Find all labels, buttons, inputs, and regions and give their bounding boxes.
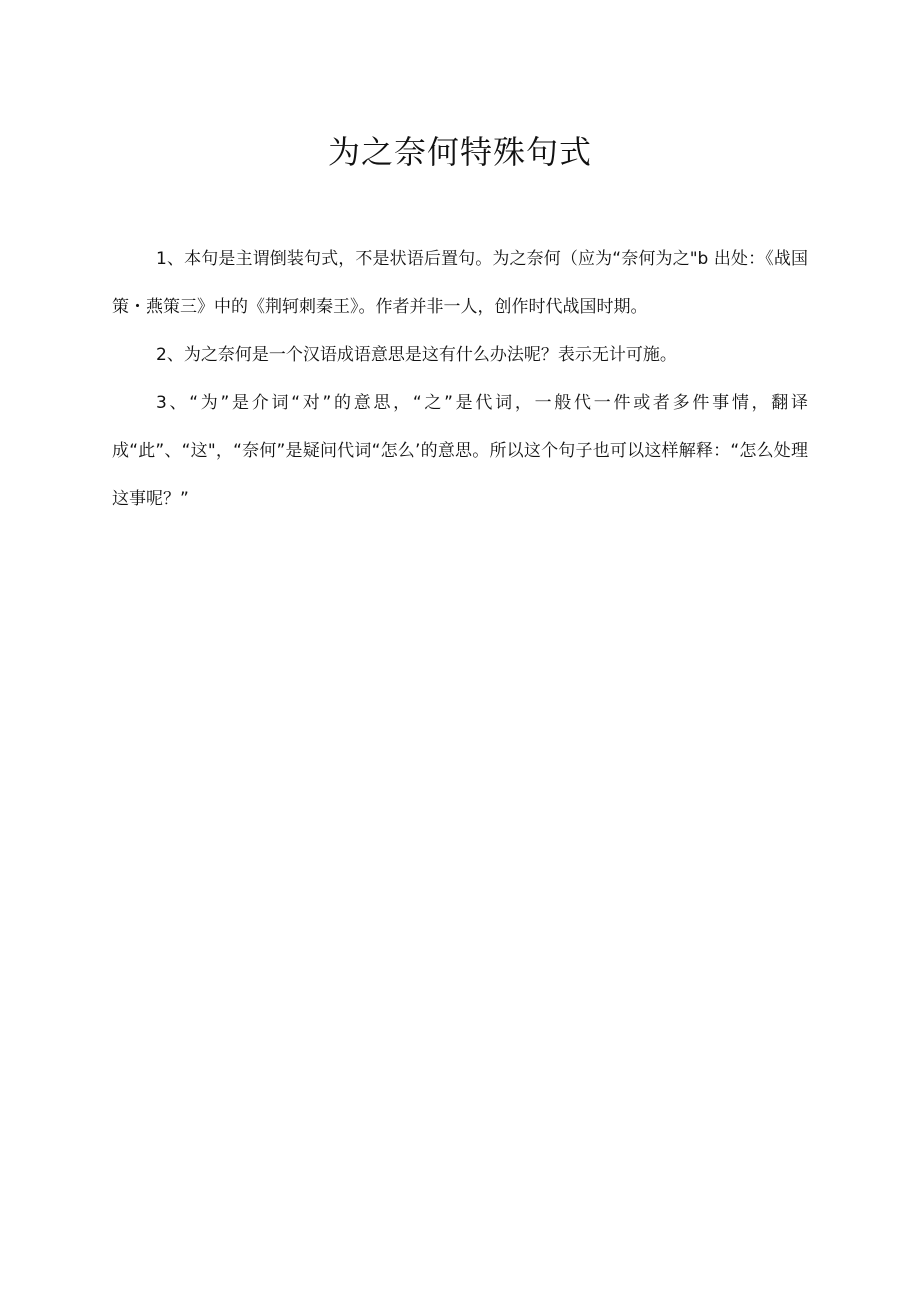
paragraph-2: 2、为之奈何是一个汉语成语意思是这有什么办法呢？表示无计可施。 — [156, 345, 677, 365]
paragraph-1: 1、本句是主谓倒装句式，不是状语后置句。为之奈何（应为“奈何为之"b 出处：《战国策・燕策三》中的《荆轲刺秦王》。作者并非一人，创作时代战国时期。 — [112, 249, 808, 317]
paragraph-3: 3、“为”是介词“对”的意思，“之”是代词，一般代一件或者多件事情，翻译成“此”、“这"，“奈何”是疑问代词“怎么’的意思。所以这个句子也可以这样解释：“怎么处理这事呢？” — [112, 393, 808, 509]
document-title: 为之奈何特殊句式 — [327, 133, 592, 171]
document-body — [112, 235, 808, 523]
